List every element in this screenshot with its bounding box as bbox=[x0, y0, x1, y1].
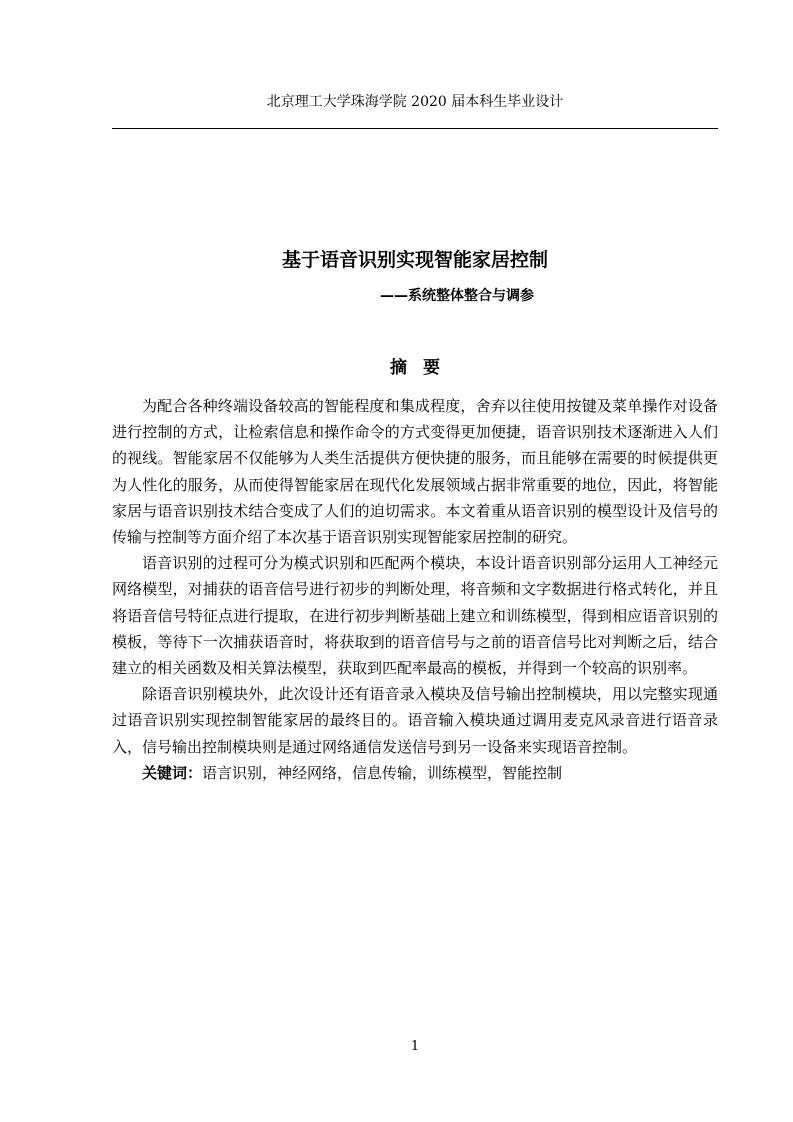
running-header: 北京理工大学珠海学院 2020 届本科生毕业设计 bbox=[266, 94, 564, 110]
abstract-paragraph: 语音识别的过程可分为模式识别和匹配两个模块，本设计语音识别部分运用人工神经元网络模型，对捕获的语音信号进行初步的判断处理，将音频和文字数据进行格式转化，并且将语音信号特征点进行提取，在进行初步判断基础上建立和训练模型，得到相应语音识别的模板，等待下一次捕获语音时，将获取到的语音信号与之前的语音信号比对判断之后，结合建立的相关函数及相关算法模型，获取到匹配率最高的模板，并得到一个较高的识别率。 bbox=[112, 554, 718, 678]
page-number: 1 bbox=[410, 1039, 420, 1054]
abstract-body bbox=[112, 393, 718, 786]
keywords-line bbox=[112, 760, 718, 786]
keywords-text: 语言识别，神经网络，信息传输，训练模型，智能控制 bbox=[202, 763, 563, 782]
document-subtitle: ——系统整体整合与调参 bbox=[380, 288, 534, 304]
keywords-label: 关键词： bbox=[142, 763, 203, 782]
abstract-paragraph: 为配合各种终端设备较高的智能程度和集成程度，舍弃以往使用按键及菜单操作对设备进行控制的方式，让检索信息和操作命令的方式变得更加便捷，语音识别技术逐渐进入人们的视线。智能家居不仅能够为人类生活提供方便快捷的服务，而且能够在需要的时候提供更为人性化的服务，从而使得智能家居在现代化发展领域占据非常重要的地位，因此，将智能家居与语音识别技术结合变成了人们的迫切需求。本文着重从语音识别的模型设计及信号的传输与控制等方面介绍了本次基于语音识别实现智能家居控制的研究。 bbox=[112, 397, 718, 547]
header-divider bbox=[112, 128, 718, 129]
abstract-heading: 摘要 bbox=[390, 358, 456, 378]
abstract-paragraph: 除语音识别模块外，此次设计还有语音录入模块及信号输出控制模块，用以完整实现通过语音识别实现控制智能家居的最终目的。语音输入模块通过调用麦克风录音进行语音录入，信号输出控制模块则是通过网络通信发送信号到另一设备来实现语音控制。 bbox=[112, 685, 718, 756]
document-title: 基于语音识别实现智能家居控制 bbox=[281, 249, 548, 271]
